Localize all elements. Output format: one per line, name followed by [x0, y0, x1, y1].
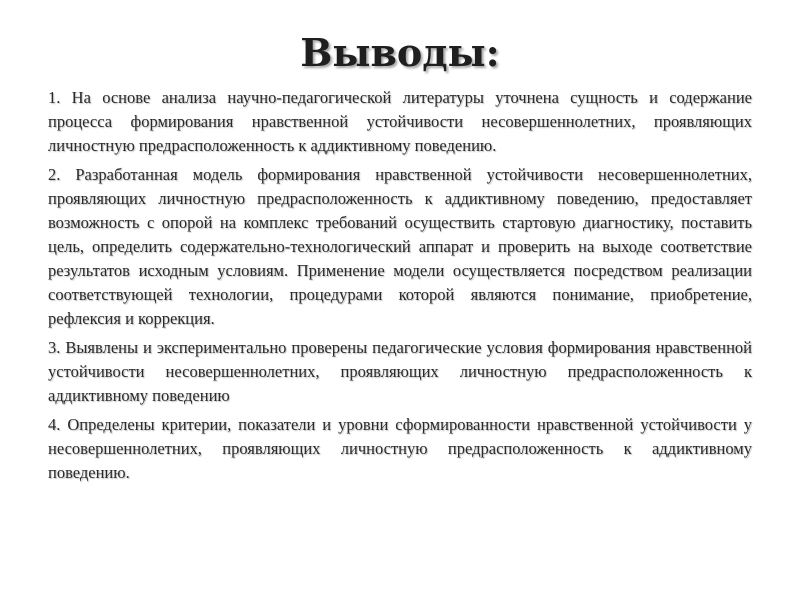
conclusion-item-4: 4. Определены критерии, показатели и уровни сформированности нравственной устойчивости у несовершеннолетних, проявляющих личностную предрасположенность к аддиктивному поведению.	[48, 415, 752, 482]
slide-content	[48, 86, 752, 490]
conclusion-item-3: 3. Выявлены и экспериментально проверены педагогические условия формирования нравственной устойчивости несовершеннолетних, проявляющих личностную предрасположенность к аддиктивному поведению	[48, 338, 752, 405]
conclusion-item-1: 1. На основе анализа научно-педагогической литературы уточнена сущность и содержание процесса формирования нравственной устойчивости несовершеннолетних, проявляющих личностную предрасположенность к аддиктивному поведению.	[48, 88, 752, 155]
slide-title: Выводы:	[300, 30, 500, 75]
conclusion-item-2: 2. Разработанная модель формирования нравственной устойчивости несовершеннолетних, проявляющих личностную предрасположенность к аддиктивному поведению, предоставляет возможность с опорой на комплекс требований осуществить стартовую диагностику, поставить цель, определить содержательно-технологический аппарат и проверить на выходе соответствие результатов исходным условиям. Применение модели осуществляется посредством реализации соответствующей технологии, процедурами которой являются понимание, приобретение, рефлексия и коррекция.	[48, 165, 752, 328]
